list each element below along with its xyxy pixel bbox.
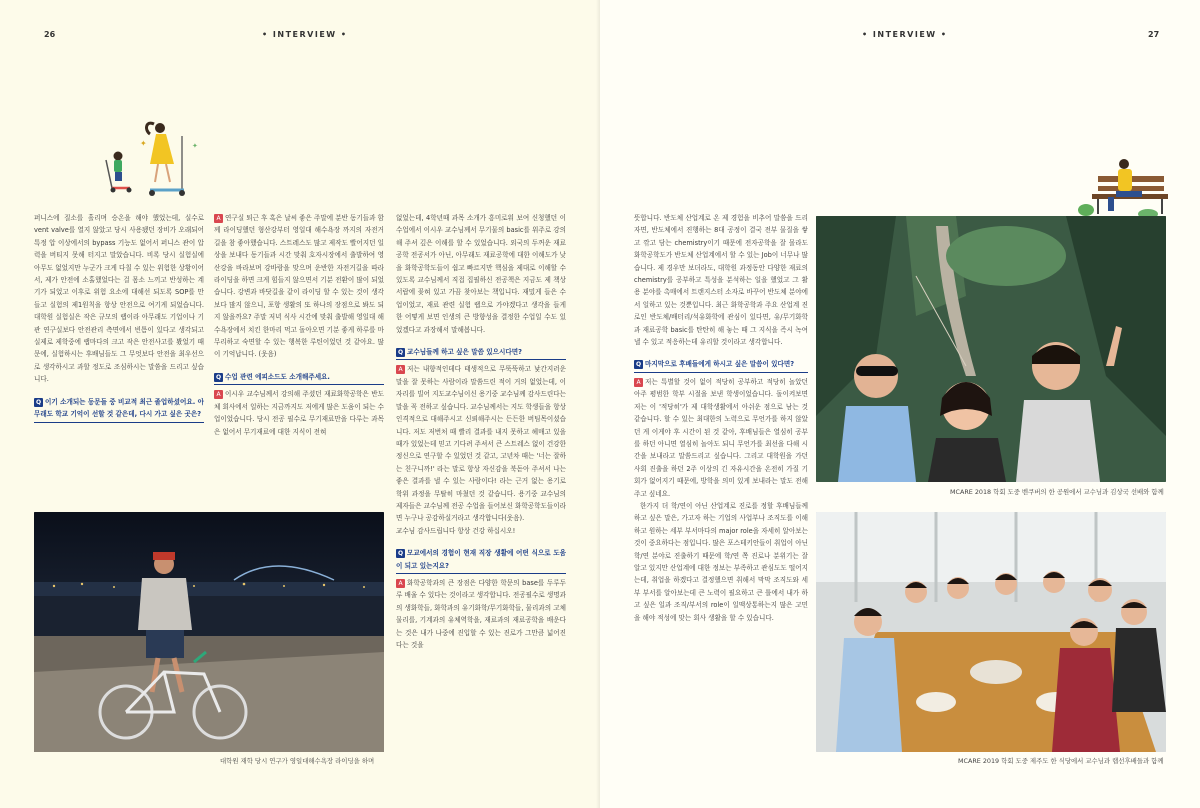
a-marker-icon: A xyxy=(214,390,223,399)
running-head-left: • INTERVIEW • xyxy=(262,30,348,39)
question-text: 교수님들께 하고 싶은 말씀 있으시다면? xyxy=(407,348,522,357)
photo-suspension-bridge xyxy=(816,216,1166,482)
q-marker-icon: Q xyxy=(397,550,404,558)
q-marker-icon: Q xyxy=(397,349,404,357)
question-heading xyxy=(34,396,204,423)
a-marker-icon: A xyxy=(396,365,405,374)
answer-paragraph: A 연구실 퇴근 후 혹은 날씨 좋은 주말에 분반 동기들과 함께 라이딩했던 형산강부터 영일대 해수욕장 까지의 자전거길을 참 좋아했습니다. 스트레스도 많고 제작도 빨어지던 일상을 보내다 동기들과 시간 맞춰 호자시장에서 출발하여 영산강을 바라보며 강바람을 맞으며 운반한 자전거길을 따라 라이딩을 하면 크게 힘들지 않으면서 기분 전환이 많이 되었습니다. 강변과 바닷길을 같이 라이딩 할 수 있는 것이 생각보다 많지 않으니, 포항 생활의 또 하나의 장점으로 봐도 되지 않을까요? 주말 저녁 식사 시간에 맞춰 출발해 영일대 해수욕장에서 치킨 한마리 먹고 돌아오면 기분 좋게 하루를 마무리하고 숙면할 수 있는 행복한 루틴이었던 것 같아요. 많이 기억납니다. (웃음) xyxy=(214,214,384,359)
left-col-1 xyxy=(34,212,204,423)
bridge-photo-art xyxy=(816,216,1166,482)
question-text: 수업 관련 에피소드도 소개해주세요. xyxy=(225,372,330,381)
question-heading xyxy=(214,371,384,385)
page-number-right: 27 xyxy=(1148,30,1160,39)
scooter-riders-illustration xyxy=(100,118,210,202)
left-col-3 xyxy=(396,212,566,651)
q-marker-icon: Q xyxy=(35,398,42,406)
question-text: 마지막으로 후배들에게 하시고 싶은 말씀이 있다면? xyxy=(645,360,795,369)
question-heading xyxy=(396,346,566,360)
answer-paragraph: A 저는 특별할 것이 없이 적당히 공부하고 적당히 놀았던 아주 평범한 학부 시절을 보낸 학생이었습니다. 돌이켜보면 저는 이 '적당히'가 제 대학생활에서 아쉬운 점으로 남는 것 같습니다. 할 수 있는 최대한의 노력으로 무언가를 하지 않았던 게 이게야 후 시간이 된 것 같아, 후배님들은 열심히 공부를 하던 아니면 열심히 놀아도 되니 무언가를 최선을 다해 시간을 보내라고 말씀드리고 싶습니다. 그리고 대학원을 가던 사회 진출을 하던 2주 이상의 긴 자유시간을 온전히 가질 기회가 없어지기 때문에, 방학을 의미 있게 보내라는 말도 전해주고 싶네요. xyxy=(634,377,808,498)
svg-text:✦: ✦ xyxy=(192,142,198,150)
answer-paragraph: A 저는 내향적인데다 태생적으로 무뚝뚝하고 낯간지러운 말을 잘 못하는 사람이라 말씀드린 적이 거의 없었는데, 이 자리를 빌어 지도교수님이신 용기중 교수님께 감사드린다는 말을 꼭 전하고 싶습니다. 교수님께서는 지도 학생들을 항상 인격적으로 대해주시고 신뢰해주시는 든든한 버팀목이셨습니다. 저도 저번처 때 빨리 결과를 내지 못하고 헤매고 있을 때가 있었는데 믿고 기다려 주셔서 큰 스트레스 없이 건강한 정신으로 연구할 수 있었던 것 같고, 고년차 때는 '너는 잘하는 친구니까!' 라는 말로 항상 자신감을 북돋아 주셔서 나는 좋은 결과를 낼 수 있는 사람이다! 라는 근거 없는 용기로 학위 과정을 무탈히 마쳤던 것 같습니다. 용기중 교수님의 제자들은 교수님께 전공 수업을 들어보신 화학공학도들이라면 누구나 공감하실거라고 생각합니다(웃음). xyxy=(396,365,566,523)
svg-text:✦: ✦ xyxy=(140,139,147,148)
a-marker-icon: A xyxy=(634,378,643,387)
paragraph: 한가지 더 학/연이 아닌 산업계로 진로를 정할 후배님들께 하고 싶은 말은, 가고자 하는 기업의 사업부나 조직도를 이해하고 원하는 세부 부서마다의 major role을 자세히 알아보는 것이 중요하다는 점입니다. 많은 포스테키안들이 취업이 아닌 학/연 분야로 진출하기 때문에 학/연 쪽 진로나 분위기는 잘 알고 있지만 산업계에 대한 정보는 부족하고 관심도도 떨어지는데, 취업을 하겠다고 결정했으면 취해서 막막 조직도와 세부 부서를 알아보는데 큰 노력이 필요하고 큰 틀에서 내가 하고 싶은 일과 조직/부서의 role이 일맥상통하는지 많은 고민을 해야 적성에 맞는 회사 생활을 할 수 있습니다. xyxy=(634,501,808,622)
paragraph: 교수님 감사드립니다 항상 건강 하십시오! xyxy=(396,526,516,535)
running-head-right: • INTERVIEW • xyxy=(862,30,948,39)
q-marker-icon: Q xyxy=(215,373,222,381)
page-number-left: 26 xyxy=(44,30,56,39)
a-marker-icon: A xyxy=(214,214,223,223)
question-heading xyxy=(396,547,566,574)
a-marker-icon: A xyxy=(396,579,405,588)
question-heading xyxy=(634,358,808,372)
photo-caption-cyclist: 대학원 재학 당시 연구가 영일대해수욕장 라이딩을 하며 xyxy=(220,757,375,765)
right-page xyxy=(600,0,1200,808)
paragraph: 퍼니스에 질소를 흘리며 승온을 해야 했었는데, 실수로 vent valve를 열지 않았고 당시 사용됐던 장비가 오래되어 특정 압 이상에서의 bypass 기능도 없어서 퍼니스 관이 압력을 버티지 못해 터지고 말았습니다. 비록 당시 실험실에 아무도 없었지만 누군가 크게 다칠 수 있는 위험한 상황이어서, 제가 안전에 소홀했었다는 걸 몸소 느끼고 반성하는 계기가 되었고 이후로 위험 요소에 대해선 되도록 SOP를 만들고 실험의 제1원칙을 항상 안전으로 여기게 되었습니다. 대학원 실험실은 작은 규모의 랩이라 아무래도 기업이나 기관 연구실보다 안전관리 측면에서 빈틈이 있다고 생각되고 실제로 제학중에 랩마다의 크고 작은 안전사고를 봤었기 때문에, 실험하시는 후배님들도 그 무엇보다 안전을 최우선으로 생각하시고 과할 정도로 조심하시는 말씀을 드리고 싶습니다. xyxy=(34,214,204,384)
paragraph: 뜻합니다. 반도체 산업계로 온 제 경험을 비추어 말씀을 드리자면, 반도체에서 진행하는 8대 공정이 결국 전부 물질을 쌓고 깎고 담는 chemistry이기 때문에 전자공학을 잘 몰라도 화학공학도가 반도체 산업계에서 할 수 있는 Job이 너무나 많습니다. 제 경우만 보더라도, 대학원 과정동안 다양한 재료의 chemistry를 공부하고 특성을 분석하는 일을 했었고 그 활용 분야를 촉매에서 트랜지스터 소자로 바꾸어 반도체 분야에서 일하고 있는 것뿐입니다. 최근 화학공학과 주요 산업계 진로인 반도체/배터리/석유화학에 관심이 있다면, 유/무기화학과 재료공학 basic를 탄탄히 해 놓는 때 그 지식을 즉시 녹여낼 수 있고 적응하는데 유리할 것이라고 생각합니다. xyxy=(634,214,808,347)
photo-cyclist xyxy=(34,512,384,752)
left-col-2 xyxy=(214,212,384,438)
photo-group-dinner xyxy=(816,512,1166,752)
answer-paragraph: A 화학공학과의 큰 장점은 다양한 학문의 base를 두루두루 배울 수 있다는 것이라고 생각합니다. 전공필수로 생명과의 생화학들, 화학과의 유기화학/무기화학들, 물리과의 고체물리를, 기계과의 유체역학을, 재료과의 재료공학을 배운다는 것은 내가 나중에 진입할 수 있는 진로가 그만큼 넓어진다는 것을 xyxy=(396,578,566,649)
right-col-1 xyxy=(634,212,808,624)
q-marker-icon: Q xyxy=(635,361,642,369)
question-text: 이기 소개되는 동문들 중 비교적 최근 졸업하셨어요. 아무래도 학교 기억이 선할 것 같은데, 다시 가고 싶은 곳은? xyxy=(34,397,204,419)
question-text: 모교에서의 경험이 현재 직장 생활에 어떤 식으로 도움이 되고 있는지요? xyxy=(396,549,566,570)
photo-caption-group: MCARE 2019 학회 도중 제주도 한 식당에서 교수님과 랩선후배들과 함께 xyxy=(958,757,1164,765)
group-photo-art xyxy=(816,512,1166,752)
bench-reader-illustration xyxy=(1078,152,1168,220)
paragraph: 없었는데, 4학년때 과목 소개가 흥미로워 보여 신청했던 이 수업에서 이시우 교수님께서 무기물의 basic를 위주로 강의해 주셔 깊은 이해를 할 수 있었습니다. 외국의 두꺼운 재료공학 전공서가 아닌, 아무래도 재료공학에 대한 이해도가 낮을 화학공학도들이 쉽고 빠르지만 핵심을 제대로 이해할 수 있도록 교수님께서 직접 집필하신 전공책은 지금도 제 책상 서랍에 꽂혀 있고 가끔 찾아보는 책입니다. 재밌게 들은 수업이었고, 재료 관련 실험 랩으로 가야겠다고 생각을 들게 한 어떻게 보면 인생의 큰 방향성을 결정한 수업일 수도 있었겠다고 과장해서 말해봅니다. xyxy=(396,214,566,334)
cyclist-photo-art xyxy=(34,512,384,752)
answer-paragraph: A 이시우 교수님께서 강의해 주셨던 재료화학공학은 반도체 회사에서 일하는 지금까지도 저에게 많은 도움이 되는 수업이었습니다. 당시 전공 필수로 무기재료만을 다루는 과목은 없어서 무기재료에 대한 지식이 전혀 xyxy=(214,390,384,436)
photo-caption-bridge: MCARE 2018 학회 도중 벤쿠버의 한 공원에서 교수님과 김상국 선배와 함께 xyxy=(950,488,1164,496)
